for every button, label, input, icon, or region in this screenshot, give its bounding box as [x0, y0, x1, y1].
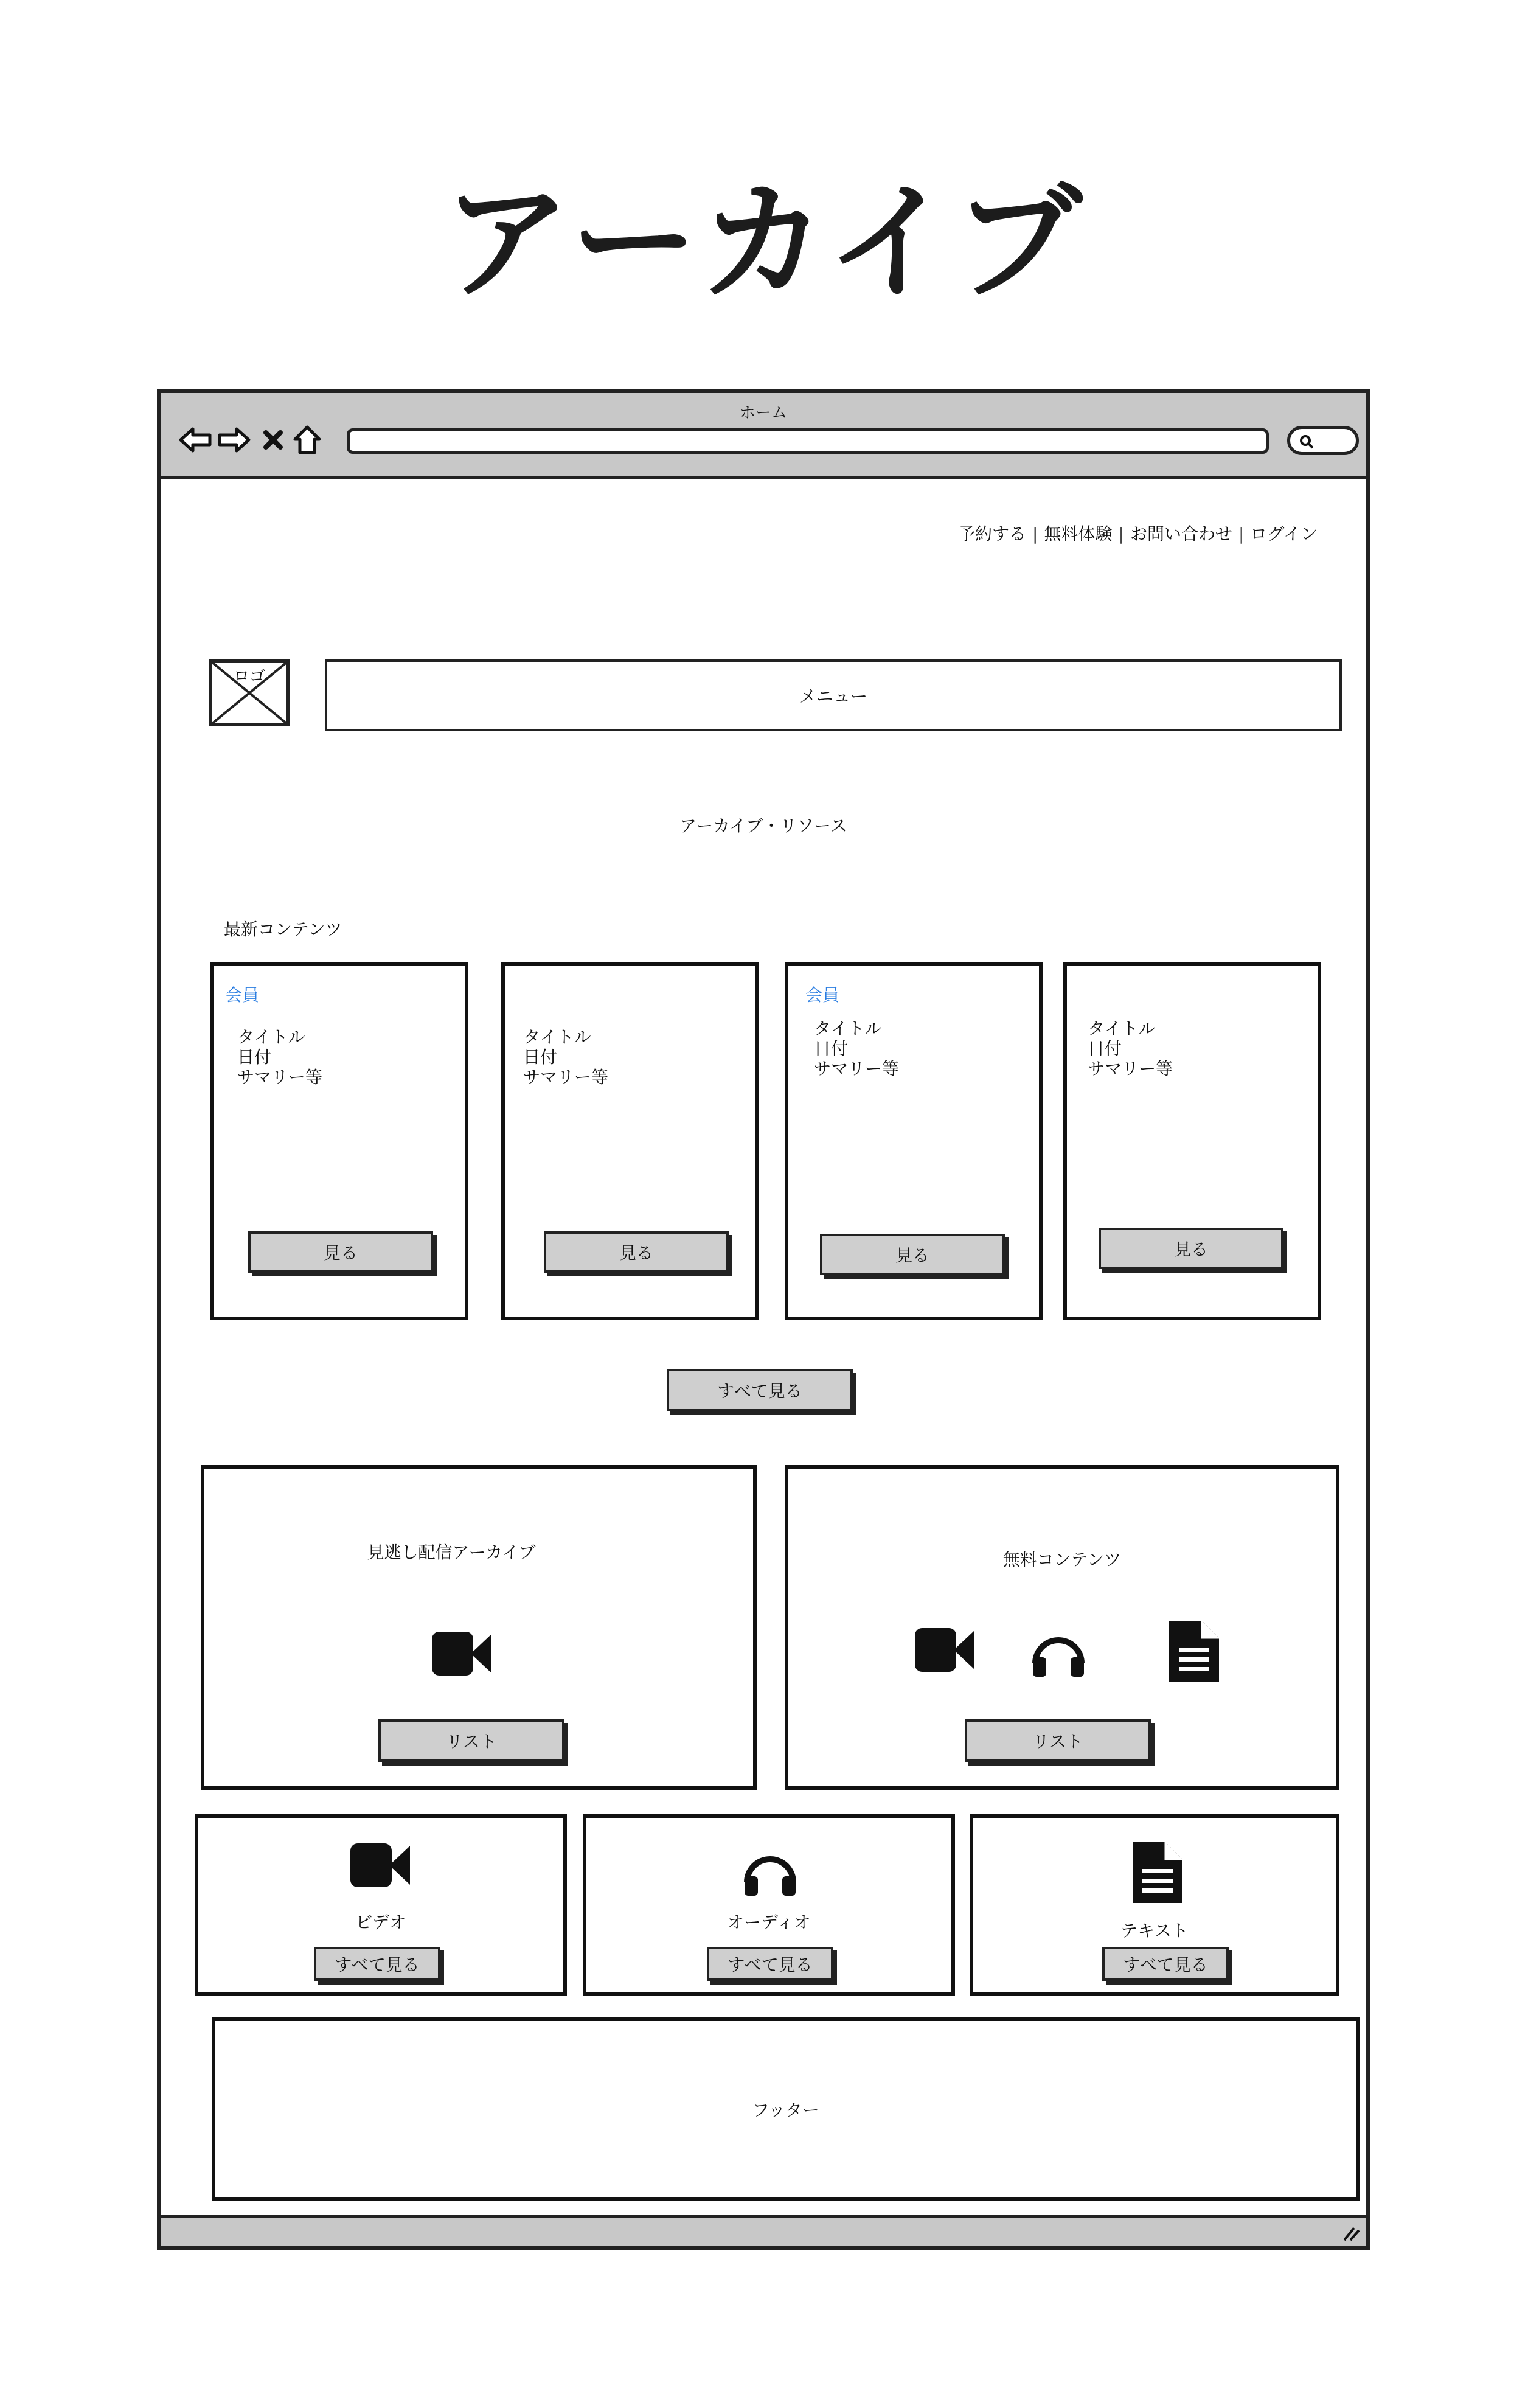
home-icon[interactable]: [290, 422, 325, 458]
search-button[interactable]: [1287, 426, 1359, 455]
view-all-audio-button[interactable]: すべて見る: [707, 1947, 833, 1981]
panel-title: 見逃し配信アーカイブ: [367, 1542, 536, 1562]
card-summary: サマリー等: [237, 1067, 323, 1087]
logo-label: ロゴ: [233, 667, 265, 686]
link-reserve[interactable]: 予約する: [958, 524, 1027, 544]
video-icon: [915, 1627, 976, 1673]
member-badge: 会員: [805, 985, 840, 1005]
search-icon: [1299, 434, 1314, 450]
card-date: 日付: [523, 1047, 558, 1067]
close-icon[interactable]: [255, 422, 291, 458]
document-icon: [1133, 1842, 1182, 1903]
browser-window: [157, 389, 1370, 2250]
category-text-panel: [970, 1814, 1339, 1996]
video-icon: [350, 1842, 411, 1888]
list-button[interactable]: リスト: [965, 1719, 1151, 1762]
missed-archive-panel: [201, 1465, 757, 1790]
member-badge: 会員: [225, 985, 260, 1005]
latest-content-heading: 最新コンテンツ: [224, 919, 342, 939]
category-video-panel: [195, 1814, 567, 1996]
card-date: 日付: [1088, 1039, 1122, 1059]
link-login[interactable]: ログイン: [1250, 524, 1318, 544]
back-arrow-icon[interactable]: [178, 422, 213, 458]
category-label: テキスト: [1120, 1921, 1189, 1941]
card-title: タイトル: [814, 1018, 882, 1039]
forward-arrow-icon[interactable]: [217, 422, 252, 458]
url-bar[interactable]: [347, 428, 1269, 454]
category-audio-panel: [583, 1814, 955, 1996]
content-card: [785, 962, 1043, 1320]
list-button[interactable]: リスト: [378, 1719, 564, 1762]
view-all-video-button[interactable]: すべて見る: [314, 1947, 440, 1981]
page-title: アーカイブ: [442, 168, 1086, 317]
resize-handle-icon[interactable]: [1342, 2224, 1360, 2241]
view-all-button[interactable]: すべて見る: [667, 1369, 853, 1411]
card-title: タイトル: [237, 1027, 305, 1047]
free-content-panel: [785, 1465, 1339, 1790]
main-menu[interactable]: [325, 659, 1342, 731]
category-label: オーディオ: [727, 1912, 811, 1932]
link-free-trial[interactable]: 無料体験: [1044, 524, 1113, 544]
view-all-text-button[interactable]: すべて見る: [1102, 1947, 1229, 1981]
card-details: [814, 1018, 899, 1079]
footer: [212, 2017, 1360, 2201]
card-summary: サマリー等: [814, 1059, 900, 1079]
view-button[interactable]: 見る: [1099, 1228, 1283, 1269]
headphones-icon: [741, 1845, 799, 1897]
card-title: タイトル: [523, 1027, 591, 1047]
category-label: ビデオ: [355, 1912, 406, 1932]
browser-statusbar: [161, 2215, 1366, 2246]
content-card: [210, 962, 468, 1320]
section-title: アーカイブ・リソース: [679, 816, 847, 836]
card-date: 日付: [814, 1039, 849, 1059]
view-button[interactable]: 見る: [544, 1231, 729, 1273]
card-summary: サマリー等: [1088, 1059, 1173, 1079]
panel-title: 無料コンテンツ: [1002, 1550, 1122, 1570]
card-summary: サマリー等: [523, 1067, 609, 1087]
card-details: [523, 1027, 608, 1087]
card-details: [237, 1027, 322, 1087]
headphones-icon: [1029, 1626, 1088, 1678]
footer-label: フッター: [752, 2100, 820, 2120]
view-button[interactable]: 見る: [248, 1231, 433, 1273]
view-button[interactable]: 見る: [820, 1234, 1005, 1275]
logo-placeholder[interactable]: [209, 659, 290, 726]
card-date: 日付: [237, 1047, 272, 1067]
content-card: [1063, 962, 1321, 1320]
tab-title: ホーム: [739, 404, 787, 422]
video-icon: [432, 1630, 493, 1677]
menu-label: メニュー: [799, 686, 867, 706]
card-title: タイトル: [1088, 1018, 1156, 1039]
browser-titlebar: [161, 393, 1366, 479]
link-contact[interactable]: お問い合わせ: [1130, 524, 1232, 544]
document-icon: [1169, 1621, 1219, 1682]
content-card: [501, 962, 759, 1320]
top-links: 予約する | 無料体験 | お問い合わせ | ログイン: [958, 524, 1318, 544]
card-details: [1088, 1018, 1173, 1079]
